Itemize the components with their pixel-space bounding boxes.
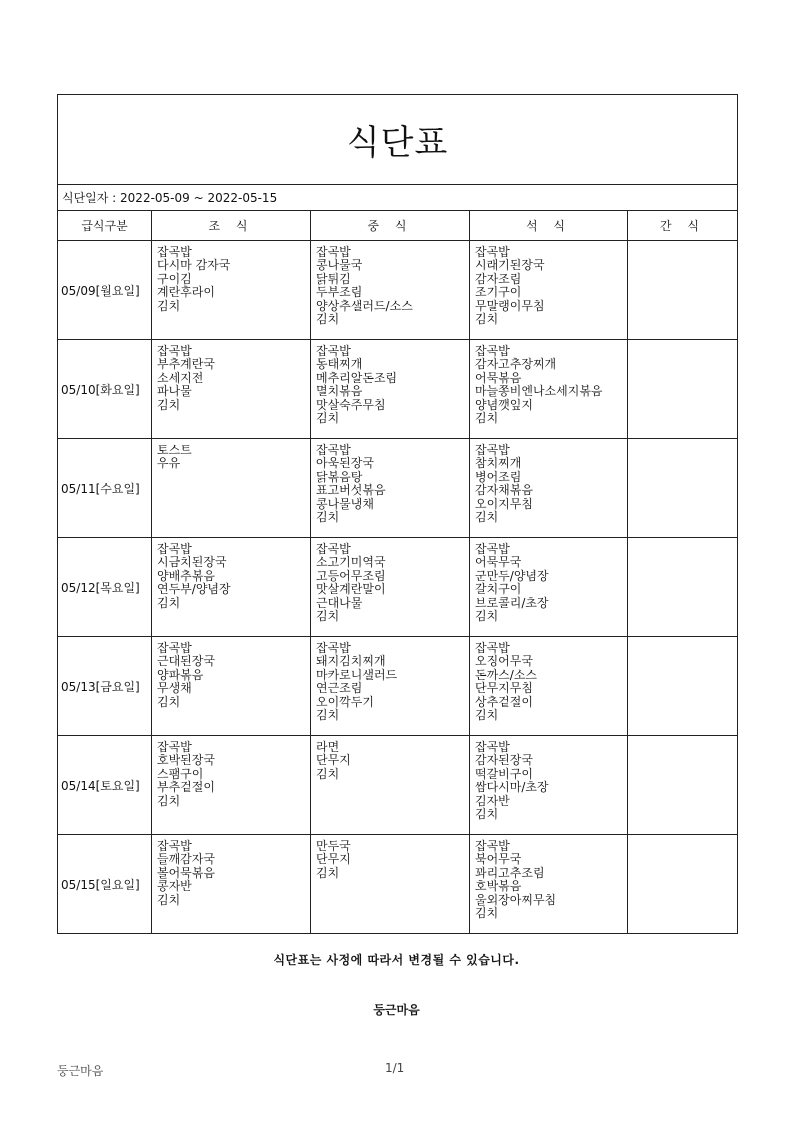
dinner-menu-list — [470, 637, 627, 722]
day-date: 05/12[목요일] — [58, 538, 152, 637]
menu-item: 울외장아찌무침 — [475, 892, 557, 907]
snack-cell — [628, 835, 738, 934]
lunch-cell — [311, 736, 470, 835]
menu-item: 김치 — [157, 397, 181, 412]
menu-item: 두부조림 — [316, 285, 363, 300]
menu-item: 오징어무국 — [475, 654, 533, 669]
day-row — [58, 736, 738, 835]
menu-item: 잡곡밥 — [316, 344, 351, 358]
menu-item: 떡갈비구이 — [475, 766, 533, 781]
menu-item: 김치 — [157, 298, 181, 313]
header-snack: 간 식 — [628, 211, 738, 241]
page-title: 식단표 — [346, 123, 449, 163]
menu-item: 잡곡밥 — [475, 443, 510, 457]
dinner-cell — [470, 736, 628, 835]
dinner-menu-list — [470, 736, 627, 821]
breakfast-menu-list — [152, 439, 310, 471]
snack-menu-list — [628, 736, 737, 741]
menu-item: 아욱된장국 — [316, 456, 374, 471]
menu-item: 잡곡밥 — [157, 641, 192, 655]
period-cell — [58, 185, 738, 211]
day-row — [58, 340, 738, 439]
menu-item: 양배추볶음 — [157, 568, 215, 583]
footer-organization: 둥근마음 — [57, 1064, 104, 1078]
menu-item: 잡곡밥 — [157, 542, 192, 556]
header-category: 급식구분 — [58, 211, 152, 241]
menu-item: 잡곡밥 — [475, 740, 510, 754]
menu-item: 어묵무국 — [475, 555, 522, 570]
day-rows — [58, 241, 738, 934]
menu-item: 토스트 — [157, 443, 192, 457]
menu-item: 잡곡밥 — [316, 641, 351, 655]
menu-item: 김자반 — [475, 793, 510, 808]
menu-item: 표고버섯볶음 — [316, 483, 386, 498]
menu-item: 구이김 — [157, 271, 192, 286]
lunch-menu-list — [311, 340, 469, 425]
snack-menu-list — [628, 340, 737, 345]
menu-item: 김치 — [316, 766, 340, 781]
snack-cell — [628, 340, 738, 439]
menu-item: 김치 — [316, 312, 340, 327]
dinner-cell — [470, 241, 628, 340]
breakfast-menu-list — [152, 835, 310, 907]
menu-item: 시금치된장국 — [157, 555, 227, 570]
menu-item: 근대된장국 — [157, 654, 215, 669]
menu-item: 호박볶음 — [475, 879, 522, 894]
menu-item: 쌈다시마/초장 — [475, 780, 549, 795]
menu-item: 잡곡밥 — [316, 245, 351, 259]
menu-item: 멸치볶음 — [316, 384, 363, 399]
dinner-cell — [470, 439, 628, 538]
lunch-menu-list — [311, 439, 469, 524]
menu-item: 김치 — [475, 906, 499, 921]
menu-item: 마카로니샐러드 — [316, 667, 398, 682]
menu-item: 양파볶음 — [157, 667, 204, 682]
menu-item: 맛살숙주무침 — [316, 397, 386, 412]
dinner-cell — [470, 538, 628, 637]
menu-item: 갈치구이 — [475, 582, 522, 597]
menu-item: 오이깍두기 — [316, 694, 374, 709]
menu-item: 오이지무침 — [475, 496, 533, 511]
dinner-menu-list — [470, 835, 627, 920]
menu-item: 다시마 감자국 — [157, 258, 231, 273]
menu-item: 양상추샐러드/소스 — [316, 298, 413, 313]
menu-item: 김치 — [316, 865, 340, 880]
day-date: 05/14[토요일] — [58, 736, 152, 835]
menu-item: 감자조림 — [475, 271, 522, 286]
day-date: 05/13[금요일] — [58, 637, 152, 736]
dinner-cell — [470, 637, 628, 736]
breakfast-menu-list — [152, 736, 310, 808]
snack-menu-list — [628, 835, 737, 840]
menu-item: 김치 — [475, 510, 499, 525]
breakfast-cell — [152, 637, 311, 736]
menu-item: 김치 — [475, 312, 499, 327]
organization-name: 둥근마음 — [373, 1003, 420, 1017]
menu-item: 볼어묵볶음 — [157, 865, 215, 880]
dinner-menu-list — [470, 439, 627, 524]
dinner-menu-list — [470, 241, 627, 326]
menu-item: 조기구이 — [475, 285, 522, 300]
snack-cell — [628, 637, 738, 736]
menu-item: 감자된장국 — [475, 753, 533, 768]
menu-item: 군만두/양념장 — [475, 568, 549, 583]
breakfast-menu-list — [152, 538, 310, 610]
menu-item: 참치찌개 — [475, 456, 522, 471]
menu-item: 콩나물냉채 — [316, 496, 374, 511]
menu-item: 김치 — [316, 708, 340, 723]
snack-cell — [628, 538, 738, 637]
menu-item: 북어무국 — [475, 852, 522, 867]
lunch-menu-list — [311, 241, 469, 326]
menu-item: 돈까스/소스 — [475, 667, 538, 682]
lunch-menu-list — [311, 736, 469, 781]
dinner-menu-list — [470, 538, 627, 623]
lunch-cell — [311, 241, 470, 340]
menu-item: 부추계란국 — [157, 357, 215, 372]
lunch-menu-list — [311, 538, 469, 623]
menu-item: 스팸구이 — [157, 766, 204, 781]
dinner-cell — [470, 340, 628, 439]
menu-item: 들깨감자국 — [157, 852, 215, 867]
snack-menu-list — [628, 538, 737, 543]
menu-item: 김치 — [157, 793, 181, 808]
menu-item: 연근조림 — [316, 681, 363, 696]
menu-item: 무말랭이무침 — [475, 298, 545, 313]
menu-item: 잡곡밥 — [475, 245, 510, 259]
menu-item: 콩자반 — [157, 879, 192, 894]
menu-item: 연두부/양념장 — [157, 582, 231, 597]
day-row — [58, 637, 738, 736]
menu-item: 잡곡밥 — [475, 542, 510, 556]
page-number: 1/1 — [385, 1061, 405, 1075]
menu-item: 콩나물국 — [316, 258, 363, 273]
lunch-menu-list — [311, 637, 469, 722]
breakfast-cell — [152, 835, 311, 934]
menu-item: 브로콜리/초장 — [475, 595, 549, 610]
menu-item: 잡곡밥 — [157, 740, 192, 754]
menu-item: 잡곡밥 — [157, 245, 192, 259]
menu-item: 잡곡밥 — [157, 839, 192, 853]
menu-item: 잡곡밥 — [316, 542, 351, 556]
snack-menu-list — [628, 241, 737, 246]
snack-menu-list — [628, 637, 737, 642]
menu-item: 김치 — [157, 892, 181, 907]
day-date: 05/11[수요일] — [58, 439, 152, 538]
meal-period: 식단일자 : 2022-05-09 ~ 2022-05-15 — [62, 191, 278, 205]
dinner-menu-list — [470, 340, 627, 425]
menu-item: 동태찌개 — [316, 357, 363, 372]
header-dinner: 석 식 — [470, 211, 628, 241]
breakfast-cell — [152, 538, 311, 637]
menu-item: 잡곡밥 — [475, 641, 510, 655]
menu-item: 계란후라이 — [157, 285, 215, 300]
header-breakfast: 조 식 — [152, 211, 311, 241]
menu-item: 병어조림 — [475, 469, 522, 484]
menu-item: 돼지김치찌개 — [316, 654, 386, 669]
menu-item: 라면 — [316, 740, 340, 754]
menu-item: 어묵볶음 — [475, 370, 522, 385]
day-row — [58, 439, 738, 538]
menu-item: 김치 — [475, 807, 499, 822]
menu-item: 상추겉절이 — [475, 694, 533, 709]
lunch-cell — [311, 538, 470, 637]
menu-item: 김치 — [475, 708, 499, 723]
breakfast-cell — [152, 340, 311, 439]
menu-item: 호박된장국 — [157, 753, 215, 768]
menu-item: 김치 — [316, 411, 340, 426]
menu-item: 잡곡밥 — [475, 344, 510, 358]
snack-menu-list — [628, 439, 737, 444]
change-notice: 식단표는 사정에 따라서 변경될 수 있습니다. — [273, 953, 520, 967]
dinner-cell — [470, 835, 628, 934]
menu-item: 김치 — [475, 411, 499, 426]
title-cell — [58, 95, 738, 185]
lunch-cell — [311, 340, 470, 439]
menu-item: 근대나물 — [316, 595, 363, 610]
menu-item: 닭볶음탕 — [316, 469, 363, 484]
breakfast-cell — [152, 736, 311, 835]
menu-item: 고등어무조림 — [316, 568, 386, 583]
lunch-cell — [311, 835, 470, 934]
menu-item: 메추리알돈조림 — [316, 370, 398, 385]
snack-cell — [628, 439, 738, 538]
breakfast-menu-list — [152, 637, 310, 709]
day-date: 05/15[일요일] — [58, 835, 152, 934]
breakfast-menu-list — [152, 241, 310, 313]
menu-item: 잡곡밥 — [316, 443, 351, 457]
menu-item: 맛살계란말이 — [316, 582, 386, 597]
menu-item: 파나물 — [157, 384, 192, 399]
day-date: 05/10[화요일] — [58, 340, 152, 439]
menu-item: 소세지전 — [157, 370, 204, 385]
menu-item: 마늘쫑비엔나소세지볶음 — [475, 384, 603, 399]
menu-item: 김치 — [157, 694, 181, 709]
menu-item: 단무지무침 — [475, 681, 533, 696]
menu-item: 양념깻잎지 — [475, 397, 533, 412]
menu-item: 우유 — [157, 456, 181, 471]
menu-item: 김치 — [316, 510, 340, 525]
day-row — [58, 835, 738, 934]
day-row — [58, 241, 738, 340]
menu-item: 소고기미역국 — [316, 555, 386, 570]
snack-cell — [628, 736, 738, 835]
menu-item: 닭튀김 — [316, 271, 351, 286]
menu-item: 무생채 — [157, 681, 192, 696]
menu-item: 부추겉절이 — [157, 780, 215, 795]
day-row — [58, 538, 738, 637]
menu-item: 단무지 — [316, 852, 351, 867]
menu-item: 잡곡밥 — [157, 344, 192, 358]
lunch-menu-list — [311, 835, 469, 880]
menu-item: 꽈리고추조림 — [475, 865, 545, 880]
menu-item: 만두국 — [316, 839, 351, 853]
breakfast-menu-list — [152, 340, 310, 412]
lunch-cell — [311, 439, 470, 538]
menu-item: 감자채볶음 — [475, 483, 533, 498]
breakfast-cell — [152, 439, 311, 538]
header-lunch: 중 식 — [311, 211, 470, 241]
menu-item: 김치 — [157, 595, 181, 610]
snack-cell — [628, 241, 738, 340]
menu-item: 김치 — [316, 609, 340, 624]
menu-item: 잡곡밥 — [475, 839, 510, 853]
menu-item: 감자고추장찌개 — [475, 357, 557, 372]
day-date: 05/09[월요일] — [58, 241, 152, 340]
menu-item: 단무지 — [316, 753, 351, 768]
menu-item: 김치 — [475, 609, 499, 624]
menu-table — [57, 94, 738, 934]
lunch-cell — [311, 637, 470, 736]
breakfast-cell — [152, 241, 311, 340]
menu-item: 시래기된장국 — [475, 258, 545, 273]
